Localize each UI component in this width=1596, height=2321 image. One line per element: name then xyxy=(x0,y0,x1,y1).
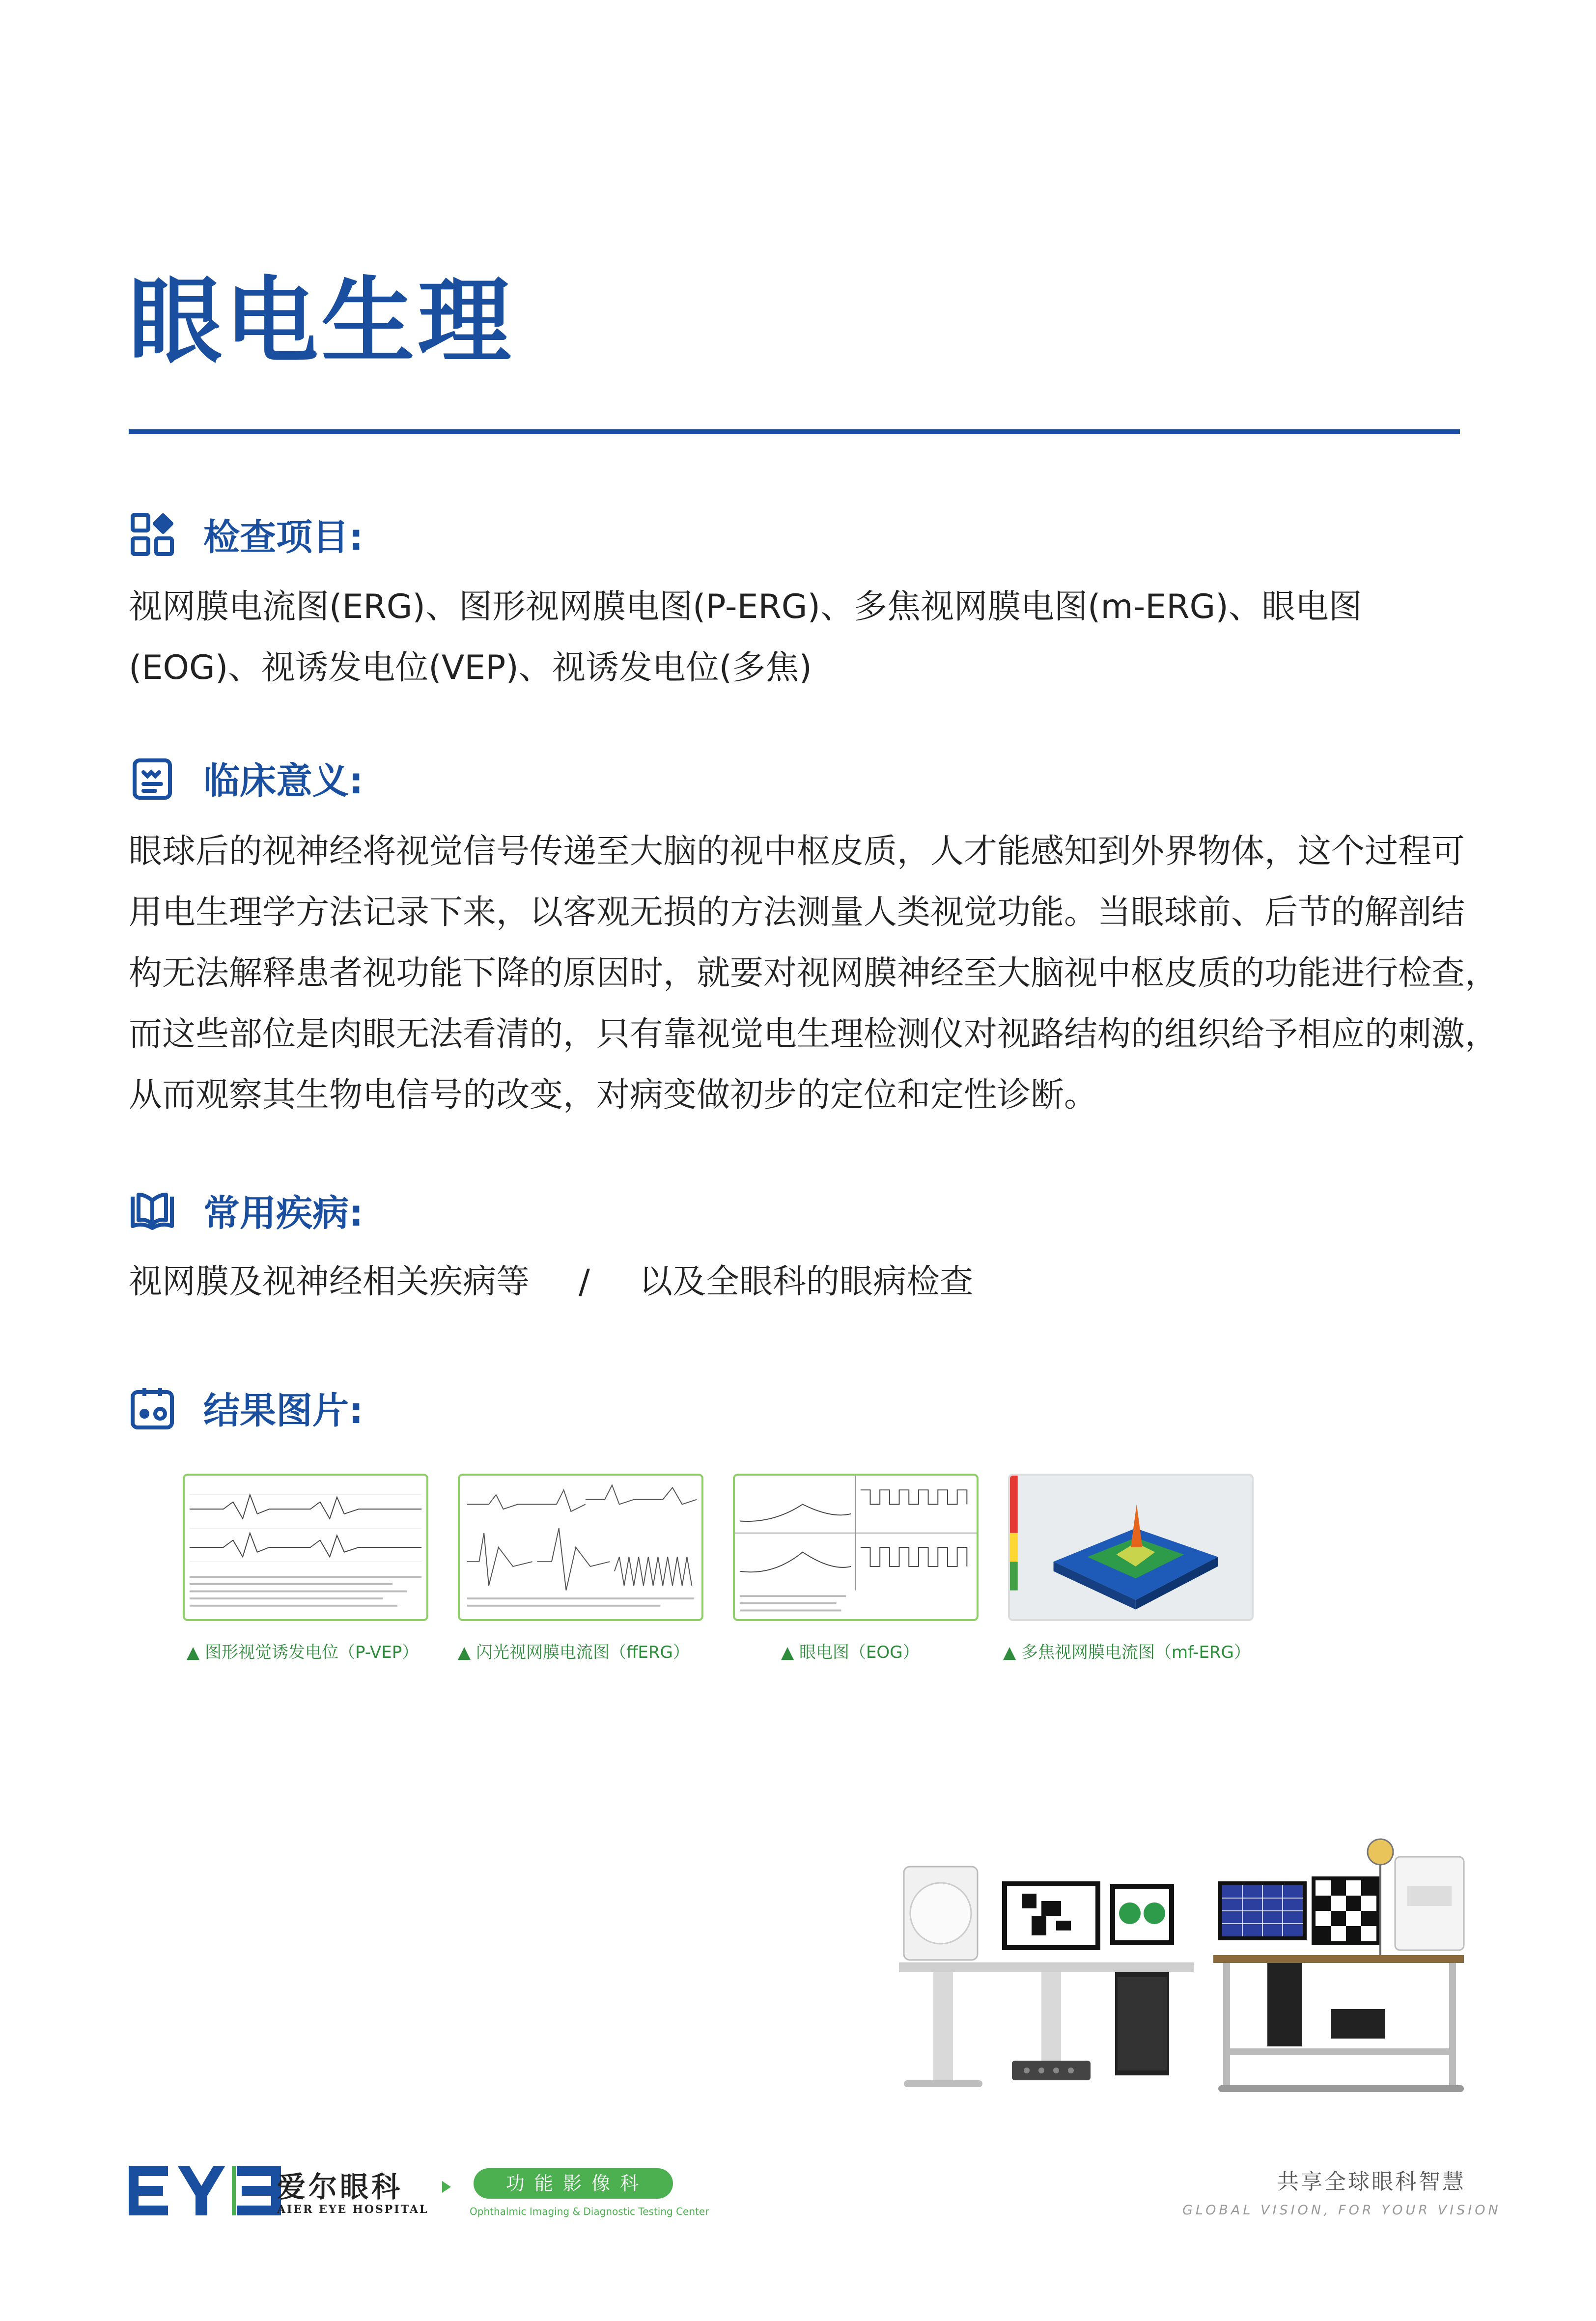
disease-right: 以及全眼科的眼病检查 xyxy=(639,1262,973,1301)
text-line: 视网膜电流图(ERG)、图形视网膜电图(P-ERG)、多焦视网膜电图(m-ERG)、眼电图 xyxy=(129,587,1362,626)
disease-separator: / xyxy=(579,1262,590,1301)
brand-name-en: AIER EYE HOSPITAL xyxy=(277,2203,429,2216)
result-image-fferg xyxy=(458,1474,703,1621)
section-items-label: 检查项目: xyxy=(203,516,364,559)
section-items-heading xyxy=(129,505,364,564)
grid-icon xyxy=(129,511,176,558)
result-caption: ▲ 图形视觉诱发电位（P-VEP） xyxy=(187,1643,419,1662)
section-results-label: 结果图片: xyxy=(203,1390,364,1432)
section-diseases-label: 常用疾病: xyxy=(203,1192,364,1234)
text-line: 眼球后的视神经将视觉信号传递至大脑的视中枢皮质，人才能感知到外界物体，这个过程可 xyxy=(129,832,1465,871)
section-diseases-heading xyxy=(129,1181,364,1240)
department-subtitle: Ophthalmic Imaging & Diagnostic Testing Center xyxy=(470,2206,709,2217)
result-image-mferg xyxy=(1008,1474,1254,1621)
page-title: 眼电生理 xyxy=(129,267,514,376)
text-line: 从而观察其生物电信号的改变，对病变做初步的定位和定性诊断。 xyxy=(129,1076,1098,1115)
section-significance-label: 临床意义: xyxy=(203,760,364,802)
department-pill: 功 能 影 像 科 xyxy=(474,2168,673,2199)
section-significance-heading xyxy=(129,749,364,808)
slogan-en: GLOBAL VISION, FOR YOUR VISION xyxy=(1182,2203,1501,2218)
brand-name-cn: 爱尔眼科 xyxy=(277,2170,403,2204)
disease-left: 视网膜及视神经相关疾病等 xyxy=(129,1262,530,1301)
equipment-photo-right xyxy=(1213,1837,1469,2102)
section-results-heading xyxy=(129,1378,364,1437)
result-caption: ▲ 多焦视网膜电流图（mf-ERG） xyxy=(1003,1643,1251,1662)
section-diseases-body xyxy=(129,1252,973,1313)
text-line: 而这些部位是肉眼无法看清的，只有靠视觉电生理检测仪对视路结构的组织给予相应的刺激， xyxy=(129,1015,1499,1054)
result-caption: ▲ 眼电图（EOG） xyxy=(781,1643,920,1662)
eye-logo-mark xyxy=(129,2161,291,2220)
section-items-body xyxy=(129,577,1475,699)
clipboard-icon xyxy=(129,755,176,802)
triangle-icon xyxy=(442,2181,451,2193)
equipment-photo-left xyxy=(894,1847,1199,2102)
section-significance-body xyxy=(129,821,1499,1126)
text-line: 用电生理学方法记录下来，以客观无损的方法测量人类视觉功能。当眼球前、后节的解剖结 xyxy=(129,893,1465,932)
slogan-cn: 共享全球眼科智慧 xyxy=(1277,2169,1466,2194)
text-line: (EOG)、视诱发电位(VEP)、视诱发电位(多焦) xyxy=(129,648,812,687)
title-divider xyxy=(129,429,1460,434)
book-icon xyxy=(129,1187,176,1234)
result-caption: ▲ 闪光视网膜电流图（ffERG） xyxy=(458,1643,690,1662)
text-line: 构无法解释患者视功能下降的原因时，就要对视网膜神经至大脑视中枢皮质的功能进行检查， xyxy=(129,954,1499,993)
result-image-eog xyxy=(733,1474,979,1621)
id-card-icon xyxy=(129,1384,176,1431)
result-image-pvep xyxy=(183,1474,428,1621)
